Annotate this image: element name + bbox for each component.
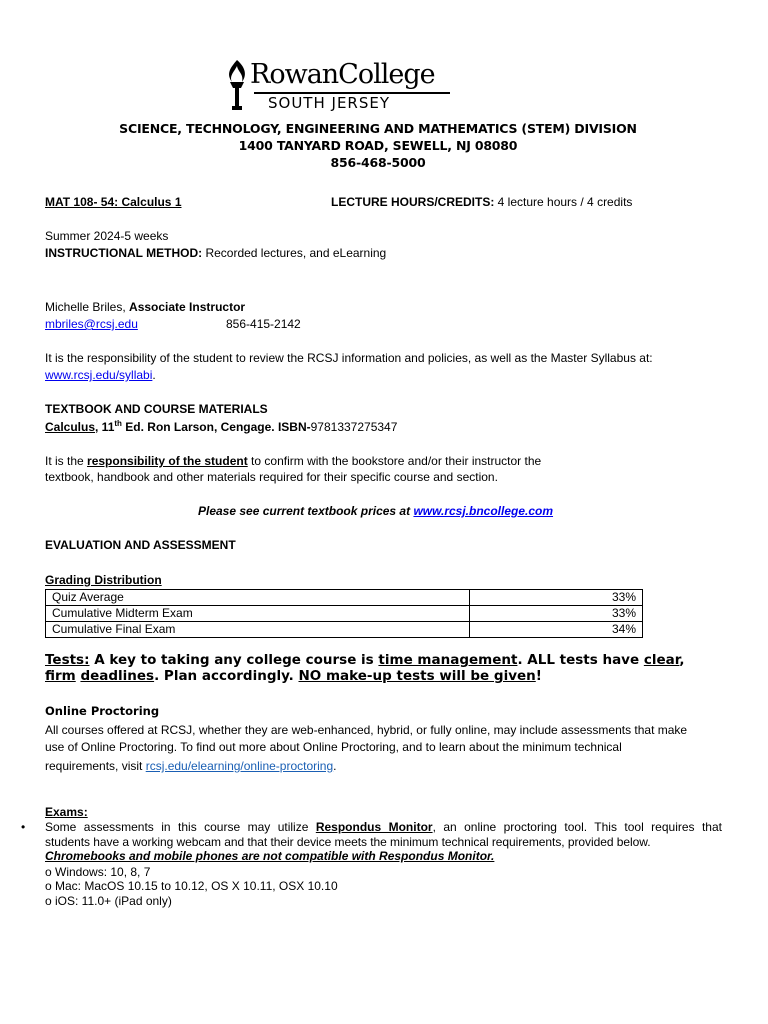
tests-t6: firm (45, 668, 76, 684)
textbook-isbn: 9781337275347 (310, 420, 398, 434)
instructional-method (45, 246, 386, 260)
exams-b1: Some assessments in this course may utilize (45, 820, 316, 834)
grade-item: Quiz Average (46, 590, 470, 606)
tests-t4: clear (643, 652, 680, 668)
instructor-email-link[interactable]: mbriles@rcsj.edu (45, 317, 138, 331)
compatibility-warning: Chromebooks and mobile phones are not compatible with Respondus Monitor. (45, 849, 495, 863)
proctoring-line2: use of Online Proctoring. To find out more about Online Proctoring, and to learn about the minimum technical (45, 740, 622, 754)
tests-t10: NO make-up tests will be given (298, 668, 536, 684)
tests-t3: . ALL tests have (517, 652, 644, 668)
proctoring-heading: Online Proctoring (45, 704, 160, 718)
proctoring-link[interactable]: rcsj.edu/elearning/online-proctoring (145, 759, 334, 773)
term: Summer 2024-5 weeks (45, 229, 169, 243)
textbook-heading: TEXTBOOK AND COURSE MATERIALS (45, 402, 268, 416)
tests-paragraph (45, 652, 725, 684)
textbook-title: Calculus (45, 420, 96, 434)
req-ios: o iOS: 11.0+ (iPad only) (45, 893, 172, 908)
logo-name: RowanCollege (250, 59, 435, 90)
prices-text: Please see current textbook prices at (198, 504, 414, 518)
proctoring-line3 (45, 759, 337, 773)
hours-value: 4 lecture hours / 4 credits (494, 195, 633, 209)
tests-label: Tests: (45, 652, 90, 668)
college-logo (224, 58, 456, 114)
instructor-name: Michelle Briles, (45, 300, 130, 314)
textbook-edition-pre: , 11 (95, 420, 115, 434)
course-code-title: MAT 108- 54: Calculus 1 (45, 195, 182, 209)
bookstore-link[interactable]: www.rcsj.bncollege.com (413, 504, 554, 518)
method-label: INSTRUCTIONAL METHOD: (45, 246, 203, 260)
tests-t11: ! (535, 668, 542, 684)
evaluation-heading: EVALUATION AND ASSESSMENT (45, 538, 236, 552)
grade-item: Cumulative Final Exam (46, 622, 470, 638)
textbook-edition-sup: th (114, 419, 122, 428)
proctoring-period: . (333, 759, 337, 773)
division-title: SCIENCE, TECHNOLOGY, ENGINEERING AND MATHEMATICS (STEM) DIVISION (119, 121, 637, 136)
exams-line2: students have a working webcam and that their device meets the minimum technical requirements, provided below. (45, 834, 651, 849)
hours-label: LECTURE HOURS/CREDITS: (331, 195, 495, 209)
req-windows: o Windows: 10, 8, 7 (45, 864, 151, 879)
textbook-prices (198, 504, 553, 518)
proctoring-line3-text: requirements, visit (45, 759, 146, 773)
tests-t8: deadlines (80, 668, 155, 684)
exams-heading: Exams: (45, 805, 88, 819)
address: 1400 TANYARD ROAD, SEWELL, NJ 08080 (238, 138, 518, 153)
grading-heading: Grading Distribution (45, 573, 162, 587)
syllabus-period: . (152, 368, 156, 382)
table-row (46, 622, 643, 638)
exams-b3: , an online proctoring tool. This tool requires that (432, 820, 722, 834)
logo-sub: SOUTH JERSEY (268, 94, 391, 112)
textbook-edition-post: Ed. Ron Larson, Cengage. ISBN- (121, 420, 311, 434)
respondus-monitor: Respondus Monitor (315, 820, 433, 834)
confirm-line1 (45, 454, 541, 468)
lecture-hours (331, 195, 632, 209)
instructor-title: Associate Instructor (129, 300, 246, 314)
exams-paragraph (45, 820, 722, 908)
tests-t1: A key to taking any college course is (89, 652, 379, 668)
confirm-line2: textbook, handbook and other materials required for their specific course and section. (45, 470, 498, 484)
confirm-bold: responsibility of the student (87, 454, 248, 468)
syllabus-line (45, 368, 156, 382)
instructor-phone: 856-415-2142 (226, 317, 301, 331)
main-phone: 856-468-5000 (330, 155, 426, 170)
proctoring-line1: All courses offered at RCSJ, whether they are web-enhanced, hybrid, or fully online, may include assessments that make (45, 723, 688, 737)
confirm-pre: It is the (45, 454, 88, 468)
responsibility-text: It is the responsibility of the student to review the RCSJ information and policies, as well as the Master Syllabus at: (45, 351, 653, 365)
req-mac: o Mac: MacOS 10.15 to 10.12, OS X 10.11, OSX 10.10 (45, 879, 338, 893)
table-row (46, 606, 643, 622)
confirm-post: to confirm with the bookstore and/or their instructor the (247, 454, 542, 468)
torch-icon (224, 58, 250, 112)
grade-percent: 33% (470, 590, 643, 606)
grading-table (45, 589, 643, 638)
method-value: Recorded lectures, and eLearning (202, 246, 387, 260)
bullet-dot: • (21, 820, 26, 834)
grade-percent: 33% (470, 606, 643, 622)
tests-t2: time management (378, 652, 518, 668)
tests-t5: , (679, 652, 685, 668)
syllabus-link[interactable]: www.rcsj.edu/syllabi (45, 368, 153, 382)
textbook-citation (45, 419, 397, 434)
grade-percent: 34% (470, 622, 643, 638)
exams-line1 (45, 820, 722, 835)
tests-t9: . Plan accordingly. (154, 668, 299, 684)
instructor (45, 300, 245, 314)
grade-item: Cumulative Midterm Exam (46, 606, 470, 622)
table-row (46, 590, 643, 606)
